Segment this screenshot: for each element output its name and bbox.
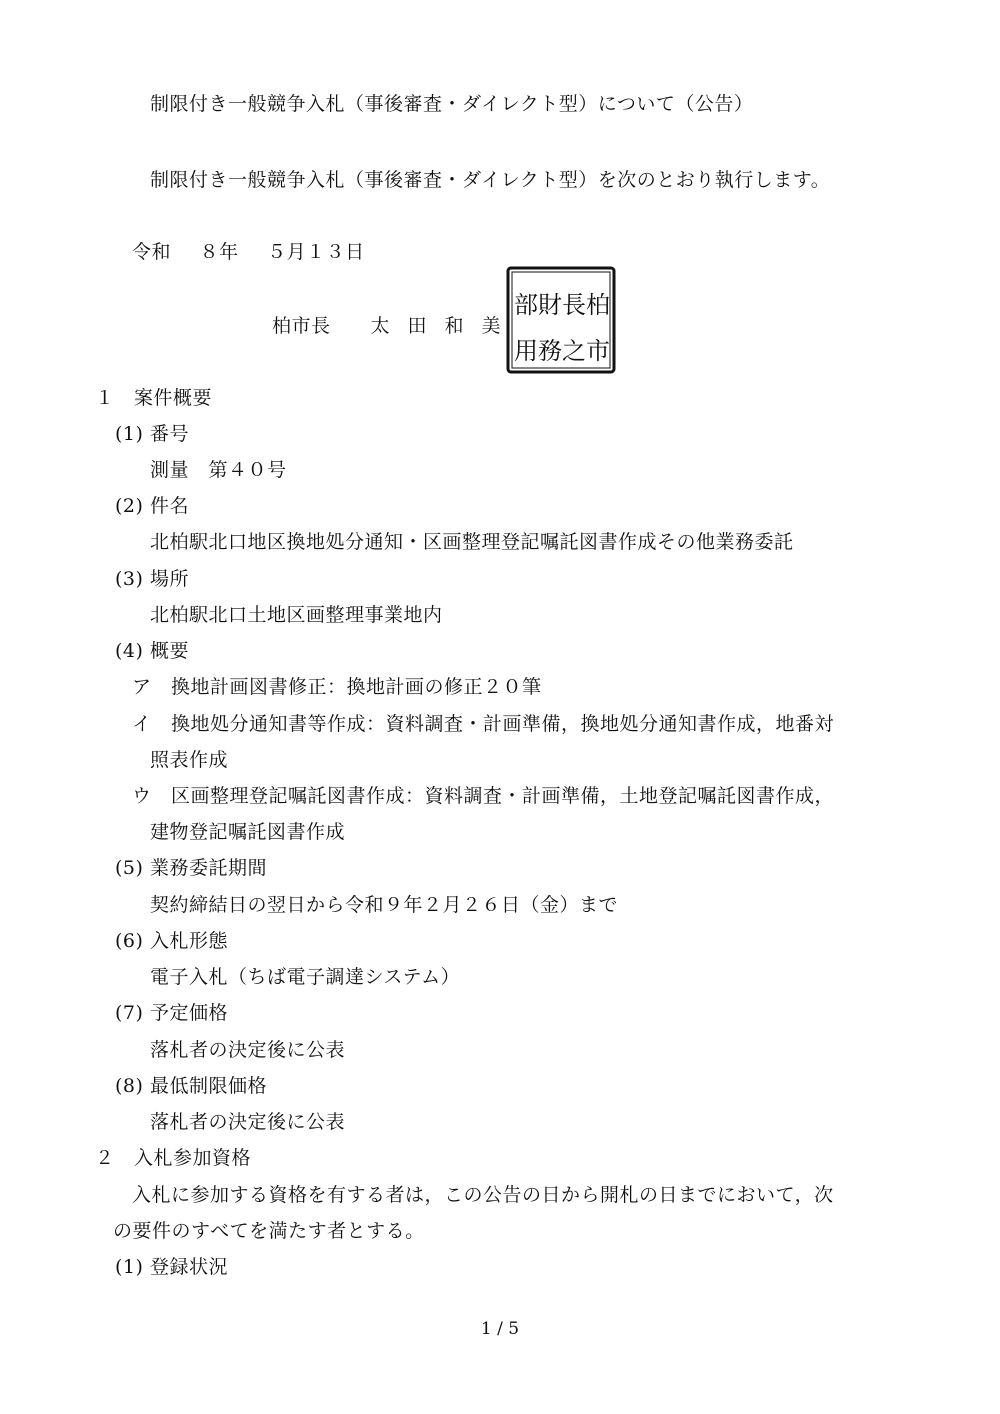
seal-glyph: 用 [514,337,538,365]
body-line: ２ 入札参加資格 [95,1147,252,1169]
body-line: 北柏駅北口土地区画整理事業地内 [150,604,443,626]
body-line: (7) 予定価格 [115,1002,228,1024]
seal-glyph: 務 [538,337,562,365]
body-line: 電子入札（ちば電子調達システム） [150,966,461,988]
seal-glyph: 市 [586,337,610,365]
seal-glyph: 柏 [586,291,610,319]
notice-intro: 制限付き一般競争入札（事後審査・ダイレクト型）を次のとおり執行します。 [150,169,831,191]
date-month-day: ５月１３日 [267,241,365,263]
body-line: (6) 入札形態 [115,930,228,952]
body-line: (3) 場所 [115,568,189,590]
seal-glyph: 之 [562,337,586,365]
body-line: (2) 件名 [115,495,189,517]
page-number: 1 / 5 [480,1319,520,1339]
body-line: 測量 第４０号 [150,459,287,481]
body-line: 北柏駅北口地区換地処分通知・区画整理登記嘱託図書作成その他業務委託 [150,531,794,553]
body-line: 落札者の決定後に公表 [150,1039,346,1061]
signer-title: 柏市長 [272,315,331,337]
body-line: 建物登記嘱託図書作成 [150,821,346,843]
body-line: (5) 業務委託期間 [115,857,267,879]
body-line: (1) 番号 [115,423,189,445]
notice-title: 制限付き一般競争入札（事後審査・ダイレクト型）について（公告） [150,93,754,115]
seal-glyph: 部 [514,291,538,319]
body-line: (1) 登録状況 [115,1256,228,1278]
date-era: 令和 [132,241,172,263]
signer-name: 太田和美 [370,315,519,337]
body-line: 落札者の決定後に公表 [150,1111,346,1133]
body-line: 入札に参加する資格を有する者は，この公告の日から開札の日までにおいて，次 [132,1184,834,1206]
seal-glyph: 長 [562,291,586,319]
body-line: イ 換地処分通知書等作成：資料調査・計画準備，換地処分通知書作成，地番対 [132,713,835,735]
body-line: 照表作成 [150,749,229,771]
body-line: (8) 最低制限価格 [115,1075,267,1097]
official-seal-icon [505,265,617,375]
body-line: 契約締結日の翌日から令和９年２月２６日（金）まで [150,894,619,916]
seal-glyph: 財 [538,291,562,319]
body-line: １ 案件概要 [95,387,213,409]
body-line: ウ 区画整理登記嘱託図書作成：資料調査・計画準備，土地登記嘱託図書作成， [132,785,835,807]
signer [272,313,519,339]
body-line: (4) 概要 [115,640,189,662]
date-year: ８年 [199,241,239,263]
body-line: の要件のすべてを満たす者とする。 [113,1220,425,1242]
body-line: ア 換地計画図書修正：換地計画の修正２０筆 [132,676,542,698]
notice-date [132,239,365,265]
